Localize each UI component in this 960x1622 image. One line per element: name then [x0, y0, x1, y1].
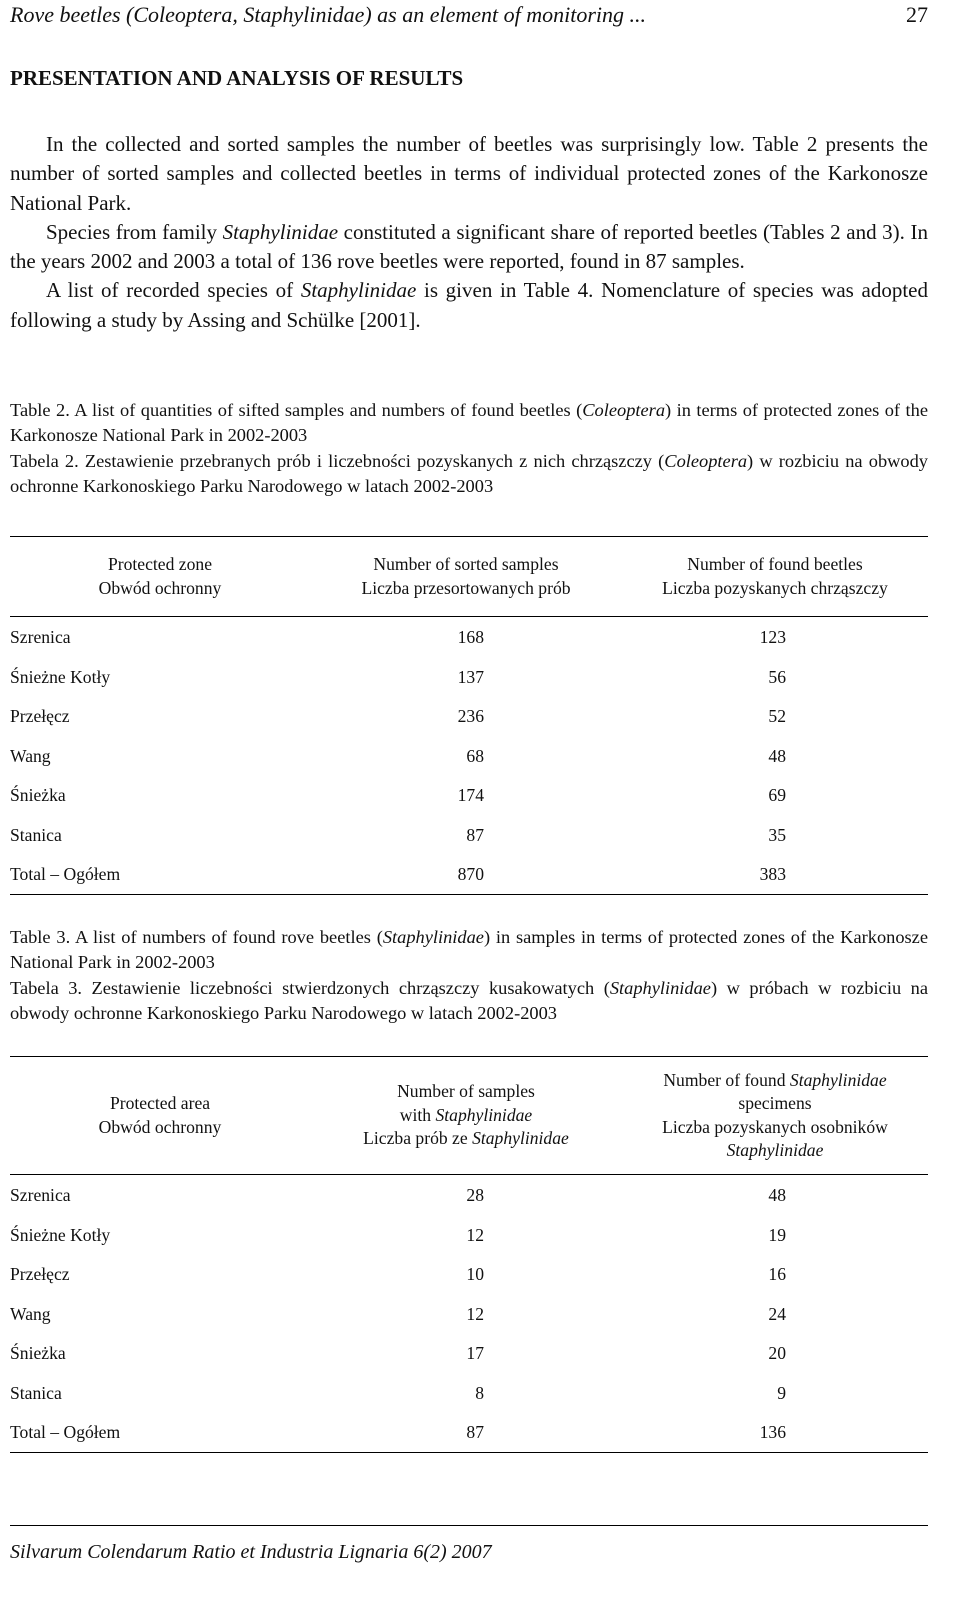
table-row — [10, 1334, 928, 1374]
caption-text: ) in terms of protected zones of the Karkonosze National Park in 2002-2003 — [10, 400, 928, 446]
table-2-caption-pl — [10, 449, 928, 500]
column-header-beetles — [622, 537, 928, 617]
column-header-area — [10, 1057, 310, 1175]
table-3-caption-en — [10, 925, 928, 976]
cell-beetles: 69 — [768, 785, 786, 806]
table-row — [10, 617, 928, 658]
caption-taxon: Coleoptera — [664, 450, 748, 471]
caption-text: Tabela 2. Zestawienie przebranych prób i liczebności pozyskanych z nich chrząszczy ( — [10, 450, 665, 471]
paragraph-1: In the collected and sorted samples the number of beetles was surprisingly low. Table 2 presents the number of sorted samples and collected beetles in terms of individual protected zones of the Karkonosze National Park. — [10, 132, 928, 215]
cell-specimens: 16 — [768, 1264, 786, 1285]
table-3-caption — [10, 925, 928, 1026]
cell-samples: 168 — [457, 626, 484, 647]
cell-samples: 870 — [457, 864, 484, 884]
caption-text: Table 3. A list of numbers of found rove beetles ( — [10, 927, 383, 947]
header-text: with — [399, 1104, 436, 1125]
header-line: Number of found beetles — [687, 554, 863, 574]
cell-samples: 8 — [475, 1382, 484, 1403]
cell-zone: Śnieżne Kotły — [10, 1224, 111, 1245]
caption-taxon: Staphylinidae — [609, 977, 711, 998]
paragraph-3-taxon: Staphylinidae — [300, 278, 417, 303]
cell-zone: Przełęcz — [10, 706, 70, 727]
cell-zone: Przełęcz — [10, 1264, 70, 1285]
cell-samples: 87 — [466, 824, 484, 845]
cell-samples: 17 — [466, 1343, 484, 1364]
paragraph-3 — [10, 276, 928, 335]
cell-beetles: 383 — [759, 864, 786, 884]
header-line: Protected zone — [107, 554, 213, 574]
cell-zone: Śnieżka — [10, 785, 66, 806]
cell-specimens: 24 — [768, 1303, 786, 1324]
cell-samples: 28 — [466, 1184, 484, 1205]
cell-samples: 10 — [466, 1264, 484, 1285]
page-number: 27 — [906, 2, 928, 27]
table-3-caption-pl — [10, 976, 928, 1027]
cell-zone: Szrenica — [10, 626, 71, 647]
column-header-zone — [10, 537, 310, 617]
cell-zone: Total – Ogółem — [10, 864, 121, 884]
running-title: Rove beetles (Coleoptera, Staphylinidae) as an element of monitoring ... — [10, 2, 647, 27]
cell-zone: Stanica — [10, 1382, 62, 1403]
table-3 — [10, 1056, 928, 1453]
cell-specimens: 9 — [777, 1382, 786, 1403]
paragraph-3-text-b: is given in Table 4. Nomenclature of species was adopted following a study by Assing and Schülke [2001]. — [10, 278, 928, 332]
paragraph-3-text-a: A list of recorded species of — [46, 278, 301, 303]
paragraph-2-text-a: Species from family — [46, 219, 223, 244]
header-taxon: Staphylinidae — [726, 1140, 824, 1160]
table-row-total — [10, 1413, 928, 1453]
header-line: Number of samples — [397, 1081, 535, 1102]
column-header-samples — [310, 537, 622, 617]
cell-beetles: 35 — [768, 824, 786, 845]
running-header — [10, 2, 928, 34]
table-row-total — [10, 855, 928, 895]
table-2-caption-en — [10, 398, 928, 449]
table-row — [10, 1374, 928, 1414]
table-row — [10, 737, 928, 777]
section-heading: PRESENTATION AND ANALYSIS OF RESULTS — [10, 66, 464, 90]
header-line: Liczba pozyskanych chrząszczy — [662, 577, 888, 598]
cell-samples: 236 — [457, 706, 484, 727]
cell-zone: Wang — [10, 1303, 51, 1324]
header-line: Number of sorted samples — [373, 554, 559, 574]
cell-zone: Szrenica — [10, 1184, 71, 1205]
table-row — [10, 1295, 928, 1335]
header-line: Obwód ochronny — [98, 1116, 222, 1137]
cell-samples: 12 — [466, 1224, 484, 1245]
caption-taxon: Coleoptera — [582, 400, 666, 420]
caption-text: ) w rozbiciu na obwody ochronne Karkonoskiego Parku Narodowego w latach 2002-2003 — [10, 450, 929, 496]
cell-zone: Stanica — [10, 824, 62, 845]
cell-specimens: 48 — [768, 1184, 786, 1205]
header-taxon: Staphylinidae — [472, 1128, 569, 1149]
paragraph-2-taxon: Staphylinidae — [222, 219, 339, 244]
body-text — [10, 130, 928, 335]
caption-text: Table 2. A list of quantities of sifted samples and numbers of found beetles ( — [10, 400, 583, 420]
column-header-samples — [310, 1057, 622, 1175]
header-text: Number of found — [663, 1069, 790, 1090]
table-header-row — [10, 537, 928, 617]
cell-specimens: 19 — [768, 1224, 786, 1245]
journal-citation: Silvarum Colendarum Ratio et Industria Lignaria 6(2) 2007 — [10, 1541, 492, 1563]
header-line — [622, 1069, 928, 1093]
header-line — [310, 1127, 622, 1151]
caption-text: Tabela 3. Zestawienie liczebności stwierdzonych chrząszczy kusakowatych ( — [10, 977, 610, 998]
header-line: specimens — [738, 1093, 812, 1113]
header-text: Liczba prób ze — [363, 1128, 473, 1149]
cell-beetles: 52 — [768, 706, 786, 727]
header-taxon: Staphylinidae — [789, 1069, 887, 1090]
table-row — [10, 658, 928, 698]
page-footer — [10, 1525, 928, 1563]
header-taxon: Staphylinidae — [435, 1104, 533, 1125]
table-2-caption — [10, 398, 928, 499]
cell-samples: 137 — [457, 666, 484, 687]
table-2 — [10, 536, 928, 895]
header-line: Liczba przesortowanych prób — [361, 577, 571, 598]
cell-specimens: 136 — [759, 1422, 786, 1442]
column-header-specimens — [622, 1057, 928, 1175]
cell-beetles: 123 — [759, 626, 786, 647]
header-line: Liczba pozyskanych osobników — [662, 1116, 888, 1137]
cell-zone: Total – Ogółem — [10, 1422, 121, 1442]
cell-samples: 12 — [466, 1303, 484, 1324]
cell-samples: 87 — [466, 1422, 484, 1442]
cell-zone: Wang — [10, 745, 51, 766]
table-row — [10, 1255, 928, 1295]
cell-specimens: 20 — [768, 1343, 786, 1364]
cell-samples: 68 — [466, 745, 484, 766]
table-row — [10, 1175, 928, 1216]
paragraph-2 — [10, 218, 928, 277]
caption-text: ) w próbach w rozbiciu na obwody ochronne Karkonoskiego Parku Narodowego w latach 2002-2003 — [10, 977, 928, 1023]
header-line — [310, 1104, 622, 1128]
cell-samples: 174 — [457, 785, 484, 806]
cell-beetles: 56 — [768, 666, 786, 687]
caption-text: ) in samples in terms of protected zones of the Karkonosze National Park in 2002-2003 — [10, 927, 929, 973]
table-row — [10, 697, 928, 737]
caption-taxon: Staphylinidae — [382, 927, 484, 947]
table-header-row — [10, 1057, 928, 1175]
table-row — [10, 776, 928, 816]
header-line: Obwód ochronny — [98, 577, 222, 598]
table-row — [10, 816, 928, 856]
cell-zone: Śnieżne Kotły — [10, 666, 111, 687]
paragraph-2-text-b: constituted a significant share of reported beetles (Tables 2 and 3). In the years 2002 and 2003 a total of 136 rove beetles were reported, found in 87 samples. — [10, 219, 928, 274]
cell-beetles: 48 — [768, 745, 786, 766]
cell-zone: Śnieżka — [10, 1343, 66, 1364]
table-row — [10, 1216, 928, 1256]
header-line: Protected area — [109, 1093, 211, 1113]
